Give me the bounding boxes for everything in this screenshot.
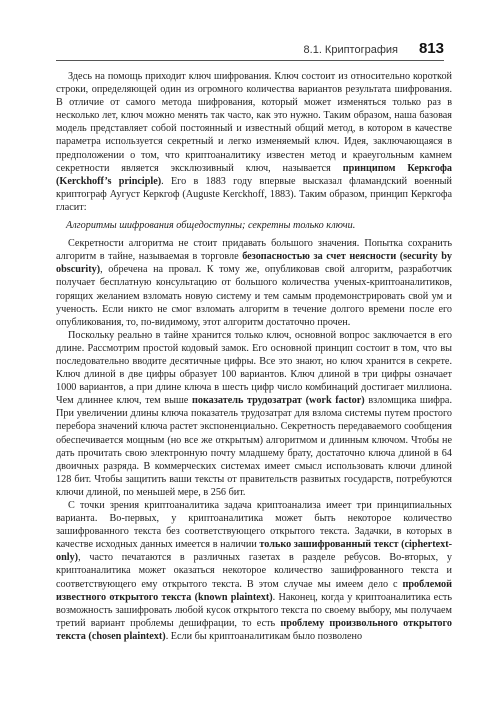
term-ciphertext-only: только зашифрованный текст (ciphertext-only)	[56, 539, 452, 564]
principle-quote: Алгоритмы шифрования общедоступны; секретны только ключи.	[66, 220, 356, 232]
term-chosen-plaintext: проблему произвольного открытого текста (chosen plaintext)	[56, 617, 452, 642]
page-number: 813	[418, 40, 444, 57]
paragraph-encryption-key: Здесь на помощь приходит ключ шифрования. Ключ состоит из относительно короткой строки, определяющей один из огромного количества вариантов результата шифрования. В отличие от самого метода шифрования, который может изменяться только раз в несколько лет, ключ можно менять так часто, как это нужно. Таким образом, наша базовая модель представляет собой постоянный и известный общий метод, в котором в качестве параметра используется секретный и легко изменяемый ключ. Идея, заключающаяся в предположении о том, что криптоаналитику известен метод и краеугольным камнем секретности является эксклюзивный ключ, называется принципом Керкгофа (Kerckhoff’s principle). Его в 1883 году впервые высказал фламандский военный криптограф Аугуст Керкгоф (Auguste Kerckhoff, 1883). Таким образом, принцип Керкгофа гласит:	[56, 71, 453, 213]
running-header	[56, 40, 444, 61]
term-security-by-obscurity: безопасностью за счет неясности (security by obscurity)	[56, 251, 452, 276]
page-body	[56, 70, 452, 643]
section-title: 8.1. Криптография	[303, 44, 398, 56]
term-work-factor: показатель трудозатрат (work factor)	[192, 395, 365, 407]
term-kerckhoffs-principle: принципом Керкгофа (Kerckhoff’s principle)	[56, 162, 453, 187]
paragraph-security-by-obscurity: Секретности алгоритма не стоит придавать большого значения. Попытка сохранить алгоритм в тайне, называемая в торговле безопасностью за счет неясности (security by obscurity), обречена на провал. К тому же, опубликовав свой алгоритм, разработчик получает бесплатную консультацию от большого количества ученых-криптоаналитиков, горящих желанием взломать новую систему и тем самым продемонстрировать свой ум и ученость. Если никто не смог взломать алгоритм в течение долгого времени после его опубликования, то, по-видимому, этот алгоритм достаточно прочен.	[56, 238, 452, 328]
term-known-plaintext: проблемой известного открытого текста (known plaintext)	[56, 578, 452, 603]
paragraph-cryptanalysis-variants: С точки зрения криптоаналитика задача криптоанализа имеет три принципиальных варианта. Во-первых, у криптоаналитика может быть некоторое количество зашифрованного текста без соответствующего открытого текста. Задачки, в которых в качестве исходных данных имеется в наличии только зашифрованный текст (ciphertext-only), часто печатаются в различных газетах в разделе ребусов. Во-вторых, у криптоаналитика может оказаться некоторое количество зашифрованного текста и соответствующего ему открытого текста. В этом случае мы имеем дело с проблемой известного открытого текста (known plaintext). Наконец, когда у криптоаналитика есть возможность зашифровать любой кусок открытого текста по своему выбору, мы получаем третий вариант проблемы дешифрации, то есть проблему произвольного открытого текста (chosen plaintext). Если бы криптоаналитикам было позволено	[56, 500, 452, 642]
paragraph-key-length: Поскольку реально в тайне хранится только ключ, основной вопрос заключается в его длине. Рассмотрим простой кодовый замок. Его основной принцип состоит в том, что вы последовательно вводите десятичные цифры. Все это знают, но ключ хранится в секрете. Ключ длиной в две цифры образует 100 вариантов. Ключ длиной в три цифры означает 1000 вариантов, а при длине ключа в шесть цифр число комбинаций достигает миллиона. Чем длиннее ключ, тем выше показатель трудозатрат (work factor) взломщика шифра. При увеличении длины ключа показатель трудозатрат для взлома системы путем простого перебора значений ключа растет экспоненциально. Секретность передаваемого сообщения обеспечивается мощным (но все же открытым) алгоритмом и длинным ключом. Чтобы не дать прочитать свою электронную почту младшему брату, достаточно ключа длиной в 64 двоичных разряда. В коммерческих системах имеет смысл использовать ключи длиной 128 бит. Чтобы защитить ваши тексты от правительств развитых государств, потребуются ключи длиной, по меньшей мере, в 256 бит.	[56, 329, 452, 498]
